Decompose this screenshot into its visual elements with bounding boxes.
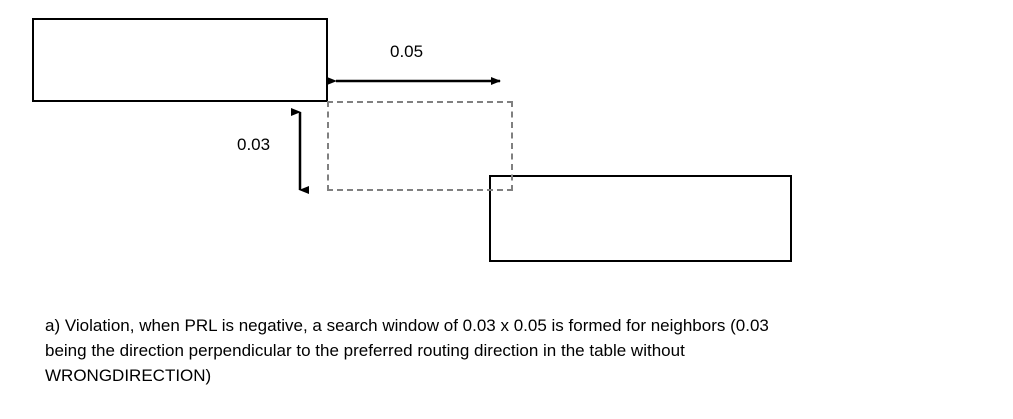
horizontal-dimension-label: 0.05: [390, 42, 424, 61]
figure-caption: a) Violation, when PRL is negative, a search window of 0.03 x 0.05 is formed for neighbors (0.03 being the direction perpendicular to the preferred routing direction in the table without WRONGDIRECTION): [45, 316, 769, 385]
vertical-dimension-label: 0.03: [237, 135, 271, 154]
